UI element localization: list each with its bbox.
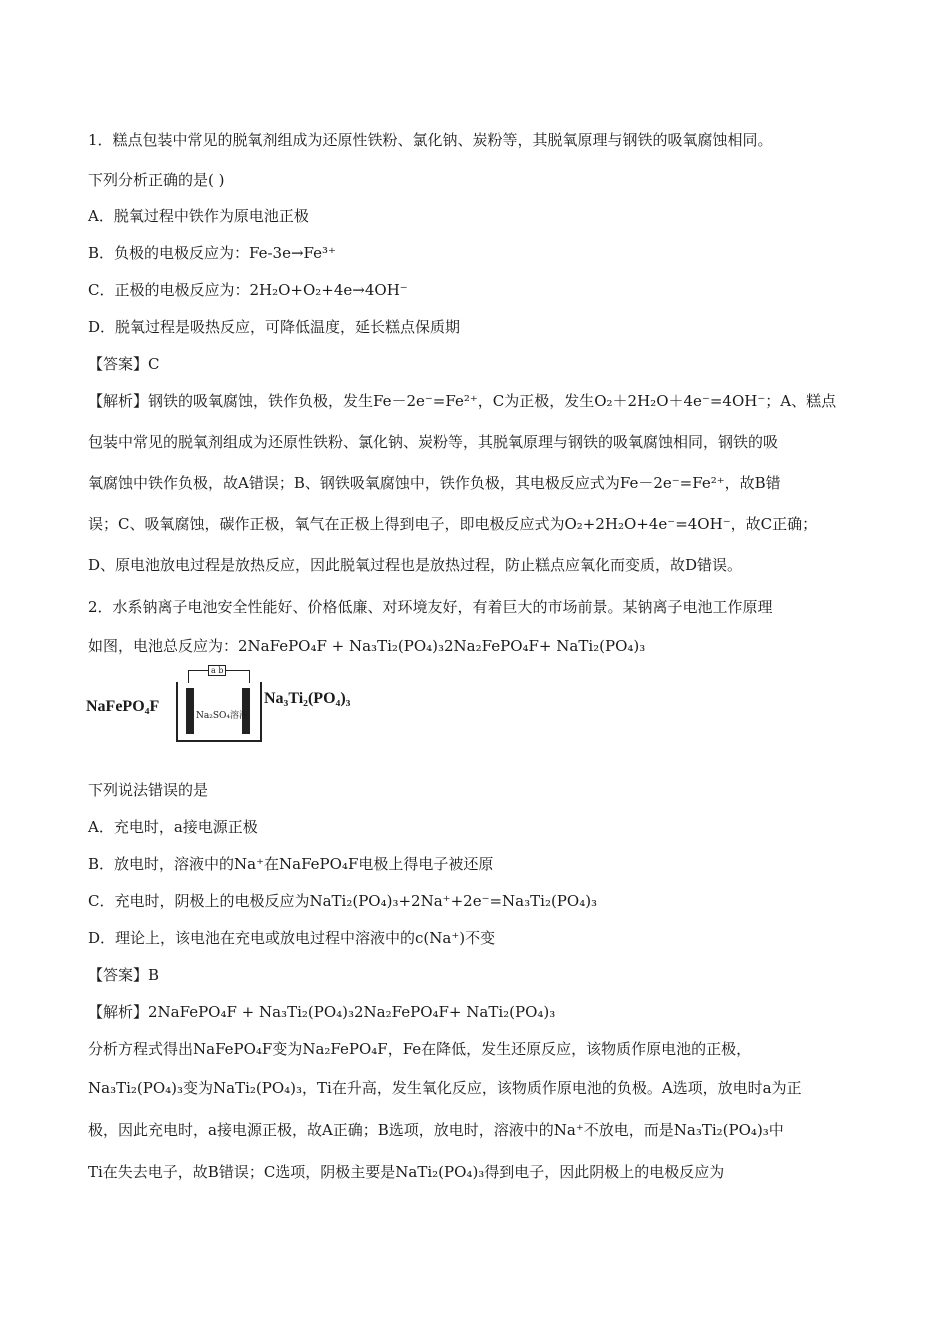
q1-explanation-line4: 误；C、吸氧腐蚀，碳作正极，氧气在正极上得到电子，即电极反应式为O₂+2H₂O+4e⁻=4OH⁻，故C正确； bbox=[88, 515, 818, 533]
q2-ask: 下列说法错误的是 bbox=[88, 781, 209, 799]
left-electrode bbox=[186, 688, 194, 734]
q1-option-c: C．正极的电极反应为：2H₂O+O₂+4e→4OH⁻ bbox=[88, 281, 408, 299]
diagram-left-label: NaFePO₄F bbox=[86, 698, 160, 715]
q1-answer: 【答案】C bbox=[88, 355, 160, 373]
q2-explanation-line3: Na₃Ti₂(PO₄)₃变为NaTi₂(PO₄)₃，Ti在升高，发生氧化反应，该物质作原电池的负极。A选项，放电时a为正 bbox=[88, 1079, 802, 1097]
q1-stem-line1: 1．糕点包装中常见的脱氧剂组成为还原性铁粉、氯化钠、炭粉等，其脱氧原理与钢铁的吸氧腐蚀相同。 bbox=[88, 131, 773, 149]
q1-option-d: D．脱氧过程是吸热反应，可降低温度，延长糕点保质期 bbox=[88, 318, 461, 336]
q2-explanation-line4: 极，因此充电时，a接电源正极，故A正确；B选项，放电时，溶液中的Na⁺不放电，而是Na₃Ti₂(PO₄)₃中 bbox=[88, 1121, 784, 1139]
q1-explanation-line3: 氧腐蚀中铁作负极，故A错误；B、钢铁吸氧腐蚀中，铁作负极，其电极反应式为Fe－2e⁻=Fe²⁺，故B错 bbox=[88, 474, 781, 492]
q1-option-b: B．负极的电极反应为：Fe-3e→Fe³⁺ bbox=[88, 244, 336, 262]
q2-answer: 【答案】B bbox=[88, 966, 160, 984]
terminal-ab-box: a b bbox=[208, 665, 226, 676]
q2-stem-line1: 2．水系钠离子电池安全性能好、价格低廉、对环境友好，有着巨大的市场前景。某钠离子电池工作原理 bbox=[88, 598, 773, 616]
diagram-right-label: Na₃Ti₂(PO₄)₃ bbox=[264, 690, 351, 707]
q2-option-d: D．理论上，该电池在充电或放电过程中溶液中的c(Na⁺)不变 bbox=[88, 929, 496, 947]
q2-explanation-line5: Ti在失去电子，故B错误；C选项，阴极主要是NaTi₂(PO₄)₃得到电子，因此阴极上的电极反应为 bbox=[88, 1163, 725, 1181]
q2-explanation-line2: 分析方程式得出NaFePO₄F变为Na₂FePO₄F，Fe在降低，发生还原反应，该物质作原电池的正极， bbox=[88, 1040, 752, 1058]
q2-stem-line2: 如图，电池总反应为：2NaFePO₄F + Na₃Ti₂(PO₄)₃2Na₂FePO₄F+ NaTi₂(PO₄)₃ bbox=[88, 637, 646, 655]
q1-option-a: A．脱氧过程中铁作为原电池正极 bbox=[88, 207, 309, 225]
q2-explanation-line1: 【解析】2NaFePO₄F + Na₃Ti₂(PO₄)₃2Na₂FePO₄F+ NaTi₂(PO₄)₃ bbox=[88, 1003, 556, 1021]
q2-option-a: A．充电时，a接电源正极 bbox=[88, 818, 258, 836]
q1-explanation-line2: 包装中常见的脱氧剂组成为还原性铁粉、氯化钠、炭粉等，其脱氧原理与钢铁的吸氧腐蚀相同，钢铁的吸 bbox=[88, 433, 779, 451]
q1-explanation-line5: D、原电池放电过程是放热反应，因此脱氧过程也是放热过程，防止糕点应氧化而变质，故D错误。 bbox=[88, 556, 743, 574]
battery-diagram bbox=[86, 668, 386, 746]
q1-stem-line2: 下列分析正确的是( ) bbox=[88, 171, 225, 189]
q2-option-b: B．放电时，溶液中的Na⁺在NaFePO₄F电极上得电子被还原 bbox=[88, 855, 494, 873]
q1-explanation-line1: 【解析】钢铁的吸氧腐蚀，铁作负极，发生Fe－2e⁻=Fe²⁺，C为正极，发生O₂＋2H₂O＋4e⁻=4OH⁻；A、糕点 bbox=[88, 392, 837, 410]
q2-option-c: C．充电时，阴极上的电极反应为NaTi₂(PO₄)₃+2Na⁺+2e⁻=Na₃Ti₂(PO₄)₃ bbox=[88, 892, 598, 910]
solution-label: Na₂SO₄溶液 bbox=[196, 711, 249, 721]
